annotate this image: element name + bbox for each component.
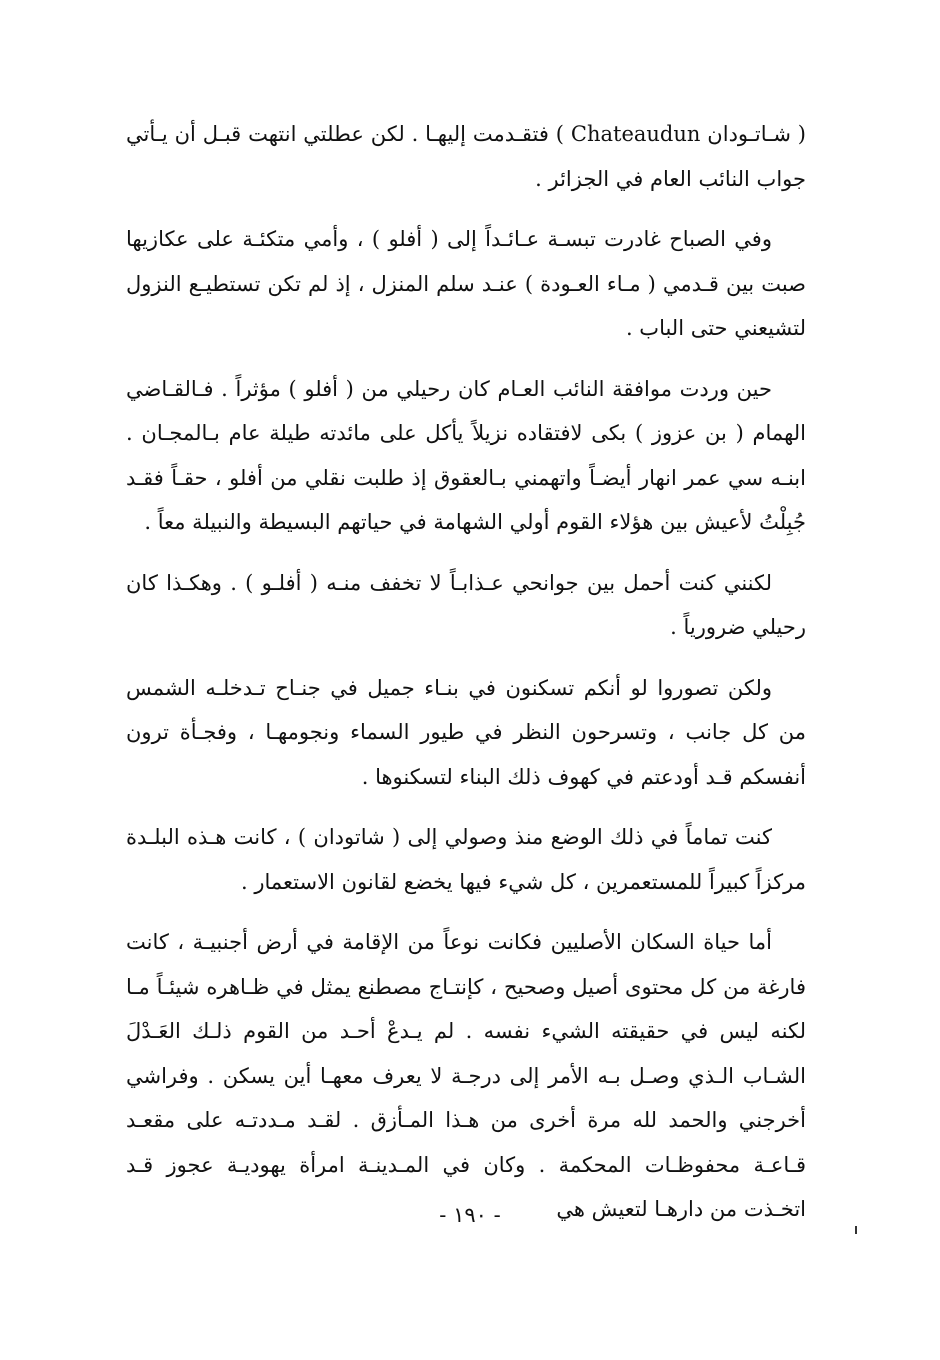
paragraph-4: لكنني كنت أحمل بين جوانحي عـذابـاً لا تخفف منـه ( أفلـو ) . وهكـذا كان رحيلي ضرورياً . bbox=[126, 570, 806, 639]
paragraph-1: ( شـاتـودان Chateaudun ) فتقـدمت إليهـا . لكن عطلتي انتهت قبـل أن يـأتي جواب النائب العام في الجزائر . bbox=[126, 122, 806, 191]
body-text bbox=[126, 112, 806, 1248]
paragraph-7: أما حياة السكان الأصليين فكانت نوعاً من الإقامة في أرض أجنبيـة ، كانت فارغة من كل محتوى أصيل وصحيح ، كإنتـاج مصطنع يمثل في ظـاهره شيئـاً مـا لكنه ليس في حقيقته الشيء نفسه . لم يـدعْ أحـد من القوم ذلـك العَـدْلَ الشـاب الـذي وصـل بـه الأمر إلى درجـة لا يعرف معهـا أين يسكن . وفراشي أخرجني والحمد لله مرة أخرى من هـذا المـأزق . لقـد مـددتـه على مقعـد قـاعـة محفوظـات المحكمة . وكان في المـدينـة امرأة يهوديـة عجوز قـد اتخـذت من دارهـا لتعيش هي bbox=[126, 930, 806, 1221]
paragraph-3: حين وردت موافقة النائب العـام كان رحيلي من ( أفلو ) مؤثراً . فـالقـاضي الهمام ( بن عزوز ) بكى لافتقاده نزيلاً يأكل على مائدته طيلة عام بـالمجـان . ابنـه سي عمر انهار أيضـاً واتهمني بـالعقوق إذ طلبت نقلي من أفلو ، حقـاً فقـد جُبِلْتُ لأعيش بين هؤلاء القوم أولي الشهامة في حياتهم البسيطة والنبيلة معاً . bbox=[126, 376, 806, 534]
scan-speck bbox=[855, 1226, 857, 1234]
paragraph-2: وفي الصباح غادرت تبسـة عـائـداً إلى ( أفلو ) ، وأمي متكئـة على عكازيها صبت بين قـدمي ( مـاء العـودة ) عنـد سلم المنزل ، إذ لم تكن تستطيـع النزول لتشيعني حتى الباب . bbox=[126, 227, 806, 340]
paragraph-6: كنت تماماً في ذلك الوضع منذ وصولي إلى ( شاتودان ) ، كانت هـذه البلـدة مركزاً كبيراً للمستعمرين ، كل شيء فيها يخضع لقانون الاستعمار . bbox=[126, 825, 806, 894]
page-number: - ١٩٠ - bbox=[439, 1203, 501, 1227]
paragraph-5: ولكن تصوروا لو أنكم تسكنون في بنـاء جميل في جنـاح تـدخلـه الشمس من كل جانب ، وتسرحون النظر في طيور السماء ونجومهـا ، وفجـأة ترون أنفسكم قـد أودعتم في كهوف ذلك البناء لتسكنوها . bbox=[126, 675, 806, 789]
